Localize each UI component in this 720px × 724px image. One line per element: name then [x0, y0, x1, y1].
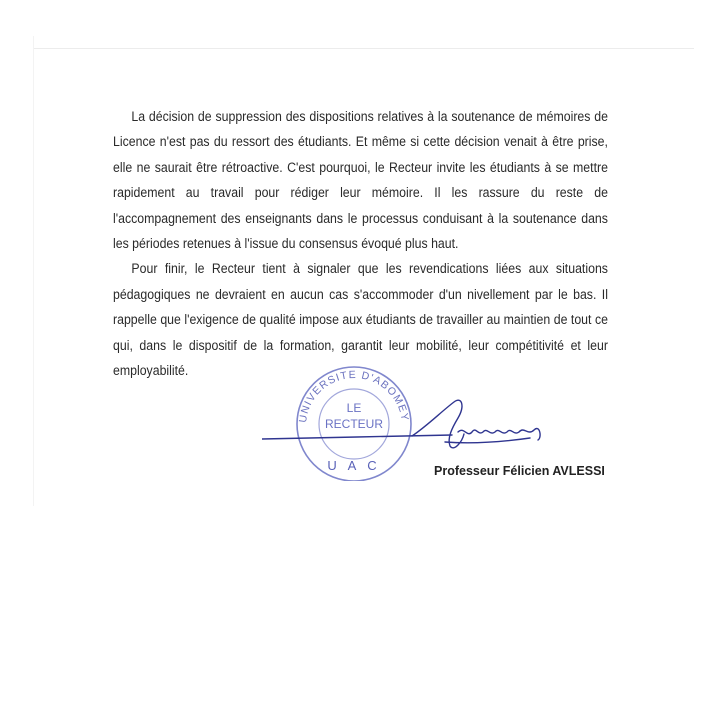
letter-body	[113, 104, 608, 383]
page-left-edge	[33, 36, 34, 506]
page-top-rule	[34, 48, 694, 49]
paragraph-1: La décision de suppression des dispositions relatives à la soutenance de mémoires de Licence n'est pas du ressort des étudiants. Et même si cette décision venait à être prise, elle ne saurait être rétroactive. C'est pourquoi, le Recteur invite les étudiants à se mettre rapidement au travail pour rédiger leur mémoire. Il les rassure du reste de l'accompagnement des enseignants dans le processus conduisant à la soutenance dans les périodes retenues à l'issue du consensus évoqué plus haut.	[113, 109, 608, 252]
stamp-center-line-2: RECTEUR	[324, 417, 384, 431]
stamp-center-line-1: LE	[346, 401, 362, 415]
stamp-ring-text: UNIVERSITE D'ABOMEY	[296, 368, 411, 424]
paragraph-2: Pour finir, le Recteur tient à signaler que les revendications liées aux situations pédagogiques ne devraient en aucun cas s'accommoder d'un nivellement par le bas. Il rappelle que l'exigence de qualité impose aux étudiants de travailler au maintien de tout ce qui, dans le dispositif de la formation, garantit leur mobilité, leur compétitivité et leur employabilité.	[113, 261, 608, 379]
signatory-name: Professeur Félicien AVLESSI	[434, 464, 605, 478]
stamp-bottom-text: U A C	[327, 458, 381, 473]
